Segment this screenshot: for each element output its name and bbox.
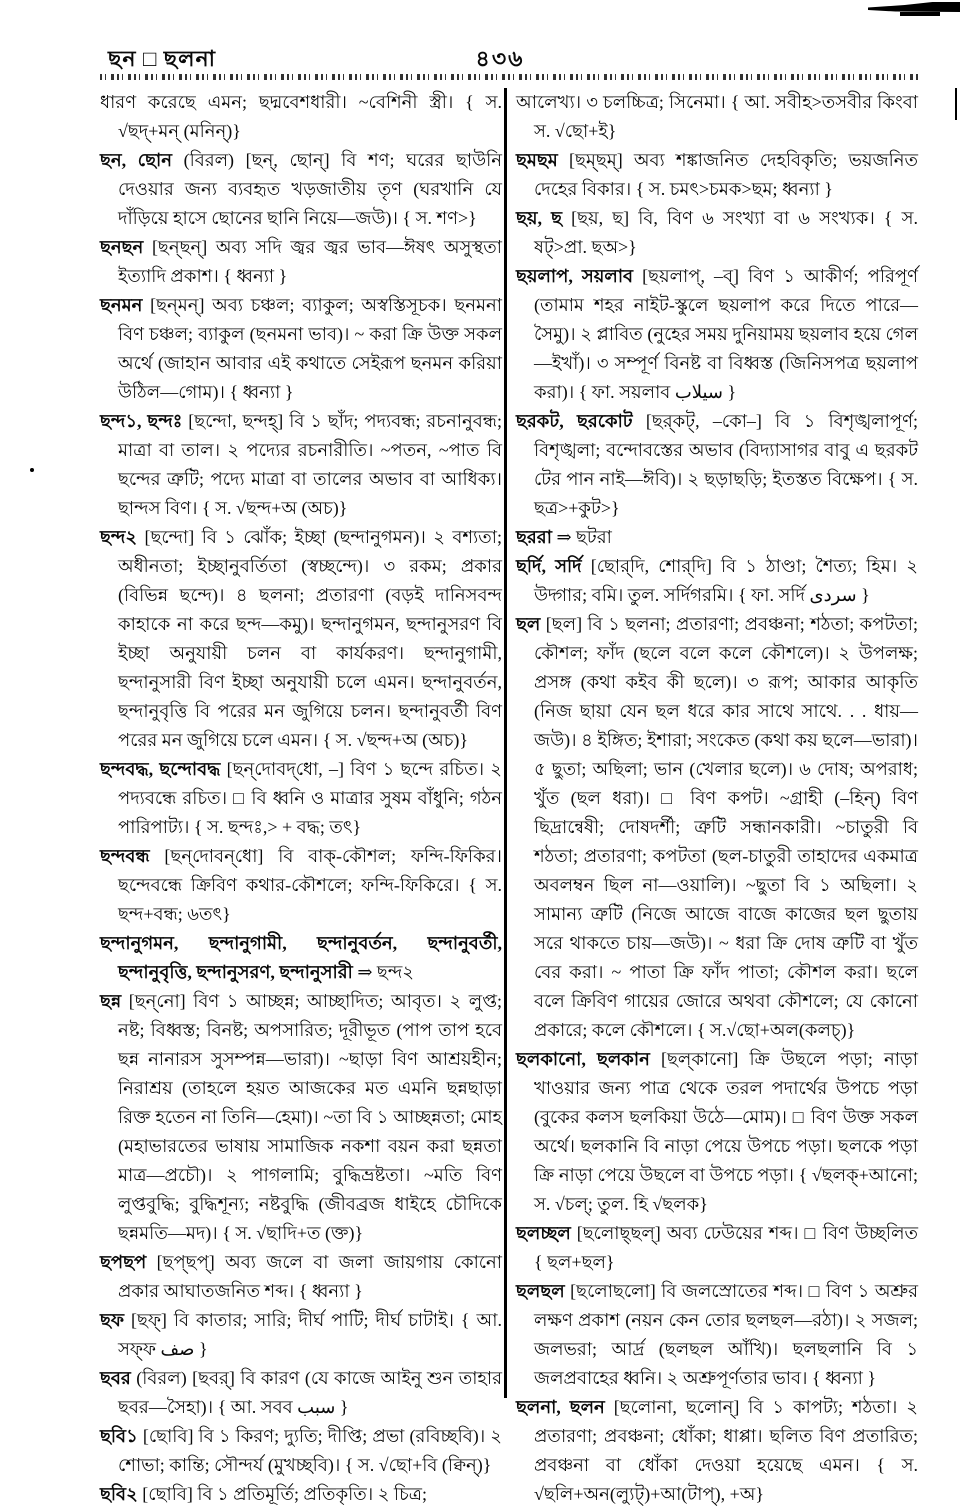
dictionary-entry (100, 407, 502, 523)
headword: ছন্ন (100, 991, 122, 1011)
headword: ছবর (100, 1368, 131, 1388)
dictionary-entry (100, 523, 502, 755)
headword: ছল (516, 614, 541, 634)
dictionary-entry (516, 262, 918, 407)
dictionary-entry (100, 1422, 502, 1480)
dictionary-entry (100, 1480, 502, 1509)
entry-body: [ছন্দো] বি ১ ঝোঁক; ইচ্ছা (ছন্দানুগমন)। ২ বশ্যতা; অধীনতা; ইচ্ছানুবর্তিতা (স্বচ্ছন্দে)। ৩ রকম; প্রকার (বিভিন্ন ছন্দে)। ৪ ছলনা; প্রতারণা (বড়ই দানিসবন্দ কাহাকে না করে ছন্দ—কমু)। ছন্দানুগমন, ছন্দানুসরণ বি ইচ্ছা অনুযায়ী চলন বা কার্যকরণ। ছন্দানুগামী, ছন্দানুসারী বিণ ইচ্ছা অনুযায়ী চলে এমন। ছন্দানুবর্তন, ছন্দানুবৃত্তি বি পরের মন জুগিয়ে চলন। ছন্দানুবর্তী বিণ পরের মন জুগিয়ে চলে এমন। { স. √ছন্দ+অ (অচ)} (118, 527, 503, 750)
dictionary-entry (100, 987, 502, 1248)
headword: ছন, ছোন (100, 150, 172, 170)
dictionary-entry (100, 842, 502, 929)
headword: ছমছম (516, 150, 558, 170)
headword: ছরকট, ছরকোট (516, 411, 633, 431)
headword: ছন্দ১, ছন্দঃ (100, 411, 183, 431)
entry-body: [ছম্‌ছম্] অব্য শঙ্কাজনিত দেহবিকৃতি; ভয়জনিত দেহের বিকার। { স. চমৎ>চমক>ছম; ধ্বন্যা } (534, 150, 918, 199)
entry-body: [ছন্‌দোবন্‌ধো] বি বাক্-কৌশল; ফন্দি-ফিকির। ছন্দেবন্ধে ক্রিবিণ কথার-কৌশলে; ফন্দি-ফিকিরে। { স. ছন্দ+বন্ধ; ৬তৎ} (118, 846, 502, 924)
dictionary-entry (100, 929, 502, 987)
headword: ছলকানো, ছলকান (516, 1049, 650, 1069)
dictionary-entry (516, 407, 918, 523)
dictionary-entry (516, 204, 918, 262)
entry-body: [ছলোছ্‌ছল্] অব্য ঢেউয়ের শব্দ। □ বিণ উচ্ছলিত { ছল+ছল} (534, 1223, 918, 1272)
headword: ছয়, ছ (516, 208, 563, 228)
dictionary-entry (100, 233, 502, 291)
headword: ছর্দি, সর্দি (516, 556, 582, 576)
running-head-label: ছন □ ছলনা (108, 46, 216, 71)
scan-artifact (30, 468, 34, 472)
dictionary-entry (516, 1045, 918, 1219)
dictionary-entry (100, 1306, 502, 1364)
entry-body: [ছোর্‌দি, শোর্‌দি] বি ১ ঠাণ্ডা; শৈত্য; হিম। ২ উদ্গার; বমি। তুল. সর্দিগরমি। { ফা. সর্দি سردى } (534, 556, 918, 605)
entry-body: ধারণ করেছে এমন; ছদ্মবেশধারী। ~বেশিনী স্ত্রী। { স. √ছদ্+মন্ (মনিন্)} (100, 92, 502, 141)
entry-body: [ছয়, ছ] বি, বিণ ৬ সংখ্যা বা ৬ সংখ্যক। { স. ষট্>প্রা. ছঅ>} (534, 208, 918, 257)
headword: ছনমন (100, 295, 143, 315)
dictionary-entry (516, 1277, 918, 1393)
entry-body: [ছোবি] বি ১ প্রতিমূর্তি; প্রতিকৃতি। ২ চিত্র; (142, 1484, 428, 1504)
left-column (100, 88, 502, 1509)
entry-body: [ছলোনা, ছলোন্] বি ১ কাপট্য; শঠতা। ২ প্রতারণা; প্রবঞ্চনা; ধোঁকা; ধাপ্পা। ছলিত বিণ প্রতারিত; প্রবঞ্চনা বা ধোঁকা দেওয়া হয়েছে এমন। { স. √ছলি+অন(ল্যুট্)+আ(টাপ্), +অ} (534, 1397, 918, 1504)
column-divider (504, 88, 507, 1398)
dictionary-entry (100, 755, 502, 842)
dictionary-entry (100, 291, 502, 407)
headword: ছররা (516, 527, 552, 547)
entry-body: (বিরল) [ছন্, ছোন্] বি শণ; ঘরের ছাউনি দেওয়ার জন্য ব্যবহৃত খড়জাতীয় তৃণ (ঘরখানি যে দাঁড়িয়ে হাসে ছোনের ছানি নিয়ে—জউ)। { স. শণ>} (118, 150, 502, 228)
headword: ছনছন (100, 237, 144, 257)
entry-body: আলেখ্য। ৩ চলচ্চিত্র; সিনেমা। { আ. সবীহ>তসবীর কিংবা স. √ছো+ই} (516, 92, 918, 141)
headword: ছফ (100, 1310, 125, 1330)
scan-artifact (868, 2, 960, 12)
headword: ছন্দ২ (100, 527, 138, 547)
dictionary-entry (100, 1248, 502, 1306)
dictionary-entry (516, 1219, 918, 1277)
headword: ছন্দবদ্ধ, ছন্দোবদ্ধ (100, 759, 221, 779)
dictionary-entry (100, 146, 502, 233)
entry-body: (বিরল) [ছবর্] বি কারণ (যে কাজে আইনু শুন তাহার ছবর—সৈহা)। { আ. সবব سبب } (118, 1368, 502, 1417)
dictionary-entry (516, 88, 918, 146)
headword: ছন্দবন্ধ (100, 846, 150, 866)
scan-artifact (900, 12, 940, 16)
dictionary-entry (516, 1393, 918, 1509)
cross-reference: ⇒ ছন্দ২ (357, 962, 414, 982)
page-number: ৪৩৬ (475, 46, 525, 71)
dictionary-entry (516, 146, 918, 204)
entry-body: [ছন্‌মন্] অব্য চঞ্চল; ব্যাকুল; অস্বস্তিসূচক। ছনমনা বিণ চঞ্চল; ব্যাকুল (ছনমনা ভাব)। ~ করা ক্রি উক্ত সকল অর্থে (জাহান আবার এই কথাতে সেইরূপ ছনমন করিয়া উঠিল—গোম)। { ধ্বন্যা } (118, 295, 502, 402)
dictionary-entry (100, 88, 502, 146)
headword: ছয়লাপ, সয়লাব (516, 266, 634, 286)
entry-body: [ছপ্‌ছপ্] অব্য জলে বা জলা জায়গায় কোনো প্রকার আঘাতজনিত শব্দ। { ধ্বন্যা } (118, 1252, 502, 1301)
dictionary-entry (516, 523, 918, 552)
headword: ছবি১ (100, 1426, 138, 1446)
entry-body: [ছল্‌কানো] ক্রি উছলে পড়া; নাড়া খাওয়ার জন্য পাত্র থেকে তরল পদার্থের উপচে পড়া (বুকের কলস ছলকিয়া উঠে—মোম)। □ বিণ উক্ত সকল অর্থে। ছলকানি বি নাড়া পেয়ে উপচে পড়া। ছলকে পড়া ক্রি নাড়া পেয়ে উছলে বা উপচে পড়া। { √ছলক্+আনো; স. √চল্; তুল. হি √ছলক} (534, 1049, 919, 1214)
headword: ছন্দানুগমন, ছন্দানুগামী, ছন্দানুবর্তন, ছন্দানুবর্তী, ছন্দানুবৃত্তি, ছন্দানুসরণ, ছন্দানুসারী (100, 933, 502, 982)
right-column (516, 88, 918, 1509)
entry-body: [ছফ্] বি কাতার; সারি; দীর্ঘ পাটি; দীর্ঘ চাটাই। { আ. সফ্‌ফ صف } (118, 1310, 502, 1359)
headword: ছলনা, ছলন (516, 1397, 605, 1417)
scan-artifact (955, 88, 957, 120)
headword: ছবি২ (100, 1484, 138, 1504)
headword: ছলচ্ছল (516, 1223, 571, 1243)
headword: ছলছল (516, 1281, 565, 1301)
dictionary-entry (516, 610, 918, 1045)
header-rule (100, 74, 920, 80)
entry-body: [ছয়লাপ্, –ব্] বিণ ১ আকীর্ণ; পরিপূর্ণ (তামাম শহর নাইট-স্কুলে ছয়লাপ করে দিতে পারে—সৈমু)। ২ প্লাবিত (নুহের সময় দুনিয়াময় ছয়লাব হয়ে গেল—ইখাঁ)। ৩ সম্পূর্ণ বিনষ্ট বা বিধ্বস্ত (জিনিসপত্র ছয়লাপ করা)। { ফা. সয়লাব سيلاب } (534, 266, 918, 402)
headword: ছপছপ (100, 1252, 147, 1272)
entry-body: [ছন্‌নো] বিণ ১ আচ্ছন্ন; আচ্ছাদিত; আবৃত। ২ লুপ্ত; নষ্ট; বিধ্বস্ত; বিনষ্ট; অপসারিত; দূরীভূত (পাপ তাপ হবে ছন্ন নানারস সুসম্পন্ন—ভারা)। ~ছাড়া বিণ আশ্রয়হীন; নিরাশ্রয় (তাহলে হয়ত আজকের মত এমনি ছন্নছাড়া রিক্ত হতেন না তিনি—হেমা)। ~তা বি ১ আচ্ছন্নতা; মোহ (মহাভারতের ভাষায় সামাজিক নকশা বয়ন করা ছন্নতা মাত্র—প্রচৌ)। ২ পাগলামি; বুদ্ধিভ্রষ্টতা। ~মতি বিণ লুপ্তবুদ্ধি; বুদ্ধিশূন্য; নষ্টবুদ্ধি (জীবব্রজ ধাইহে চৌদিকে ছন্নমতি—মদ)। { স. √ছাদি+ত (ক্ত)} (118, 991, 502, 1243)
entry-body: [ছন্‌দোবদ্‌ধো, –] বিণ ১ ছন্দে রচিত। ২ পদ্যবন্ধে রচিত। □ বি ধ্বনি ও মাত্রার সুষম বাঁধুনি; গঠন পারিপাট্য। { স. ছন্দঃ,> + বদ্ধ; তৎ} (118, 759, 503, 837)
entry-body: [ছন্‌ছন্] অব্য সদি জ্বর জ্বর ভাব—ঈষৎ অসুস্থতা ইত্যাদি প্রকাশ। { ধ্বন্যা } (118, 237, 502, 286)
cross-reference: ⇒ ছটরা (556, 527, 612, 547)
entry-body: [ছর্‌কট্, –কো–] বি ১ বিশৃঙ্খলাপূর্ণ; বিশৃঙ্খলা; বন্দোবস্তের অভাব (বিদ্যাসাগর বাবু এ ছরকট টের পান নাই—ঈবি)। ২ ছড়াছড়ি; ইতস্তত বিক্ষেপ। { স. ছত্র>+কুট>} (534, 411, 919, 518)
dictionary-entry (516, 552, 918, 610)
entry-body: [ছন্দো, ছন্দহ্] বি ১ ছাঁদ; পদ্যবন্ধ; রচনানুবন্ধ; মাত্রা বা তাল। ২ পদ্যের রচনারীতি। ~পতন, ~পাত বি ছন্দের ত্রুটি; পদ্যে মাত্রা বা তালের অভাব বা আধিক্য। ছান্দস বিণ। { স. √ছন্দ+অ (অচ)} (118, 411, 503, 518)
entry-body: [ছল] বি ১ ছলনা; প্রতারণা; প্রবঞ্চনা; শঠতা; কপটতা; কৌশল; ফাঁদ (ছলে বলে কলে কৌশলে)। ২ উপলক্ষ; প্রসঙ্গ (কথা কইব কী ছলে)। ৩ রূপ; আকার আকৃতি (নিজ ছায়া যেন ছল ধরে কার সাথে সাথে. . . ধায়—জউ)। ৪ ইঙ্গিত; ইশারা; সংকেত (কথা কয় ছলে—ভারা)। ৫ ছুতা; অছিলা; ভান (খেলার ছলে)। ৬ দোষ; অপরাধ; খুঁত (ছল ধরা)। □ বিণ কপট। ~গ্রাহী (–হিন্) বিণ ছিদ্রান্বেষী; দোষদর্শী; ত্রুটি সন্ধানকারী। ~চাতুরী বি শঠতা; প্রতারণা; কপটতা (ছল-চাতুরী তাহাদের একমাত্র অবলম্বন ছিল না—ওয়ালি)। ~ছুতা বি ১ অছিলা। ২ সামান্য ত্রুটি (নিজে আজে বাজে কাজের ছল ছুতায় সরে থাকতে চায়—জউ)। ~ ধরা ক্রি দোষ ত্রুটি বা খুঁত বের করা। ~ পাতা ক্রি ফাঁদ পাতা; কৌশল করা। ছলে বলে ক্রিবিণ গায়ের জোরে অথবা কৌশলে; যে কোনো প্রকারে; কলে কৌশলে। { স.√ছো+অল(কলচ্)} (534, 614, 918, 1040)
dictionary-entry (100, 1364, 502, 1422)
entry-body: [ছোবি] বি ১ কিরণ; দ্যুতি; দীপ্তি; প্রভা (রবিচ্ছবি)। ২ শোভা; কান্তি; সৌন্দর্য (মুখচ্ছবি)। { স. √ছো+বি (ক্বিন্)} (118, 1426, 502, 1475)
entry-body: [ছলোছলো] বি জলস্রোতের শব্দ। □ বিণ ১ অশ্রুর লক্ষণ প্রকাশ (নয়ন কেন তোর ছলছল—রঠা)। ২ সজল; জলভরা; আর্দ্র (ছলছল আঁখি)। ছলছলানি বি ১ জলপ্রবাহের ধ্বনি। ২ অশ্রুপূর্ণতার ভাব। { ধ্বন্যা } (534, 1281, 918, 1388)
